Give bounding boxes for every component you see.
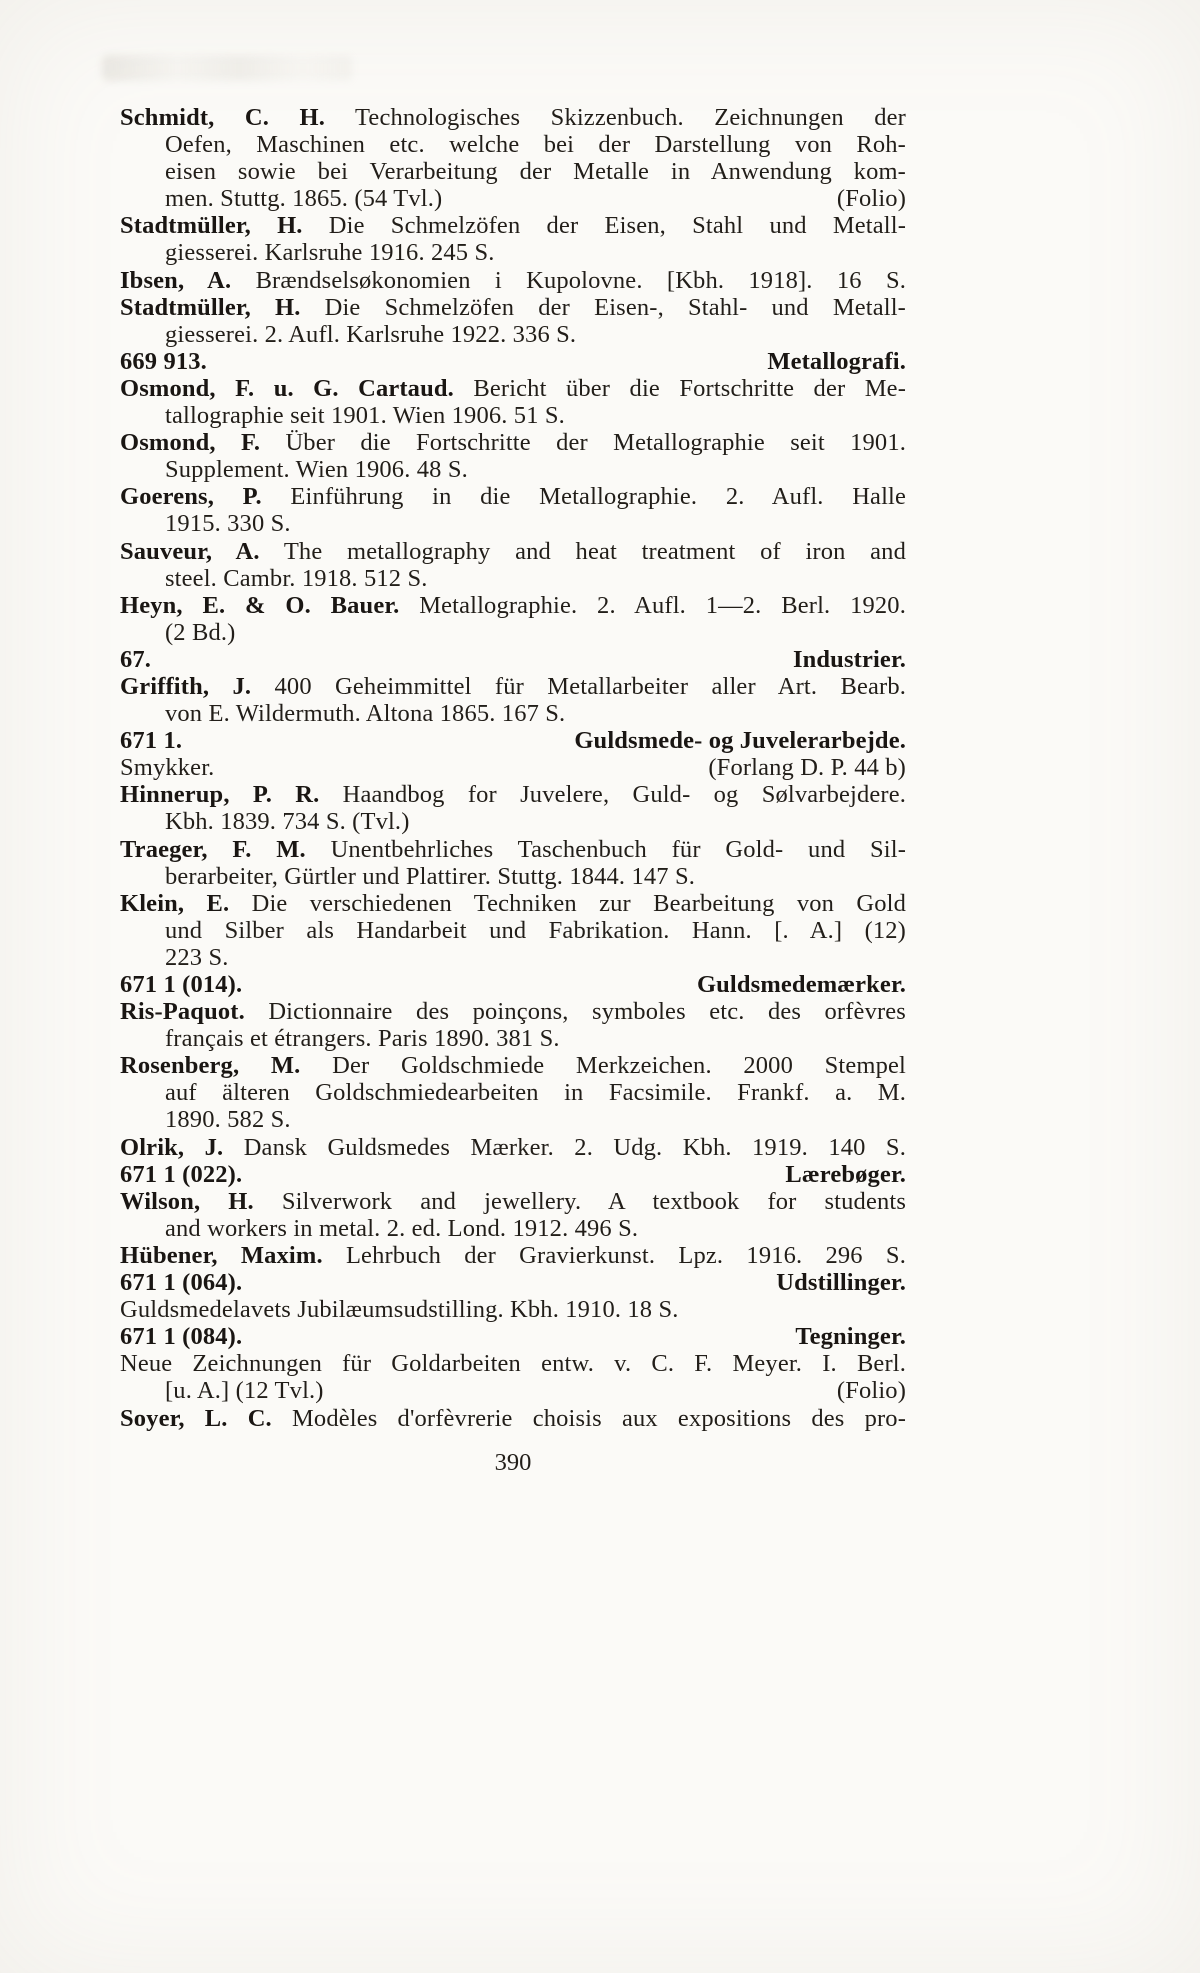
text-line <box>120 998 906 1025</box>
section-number: 67. <box>120 645 152 673</box>
text-line <box>120 1052 906 1079</box>
section-number: 671 1 (014). <box>120 971 243 998</box>
line-left <box>120 348 207 375</box>
line-left <box>120 646 151 673</box>
entry-text: Kbh. 1839. 734 S. (Tvl.) <box>165 808 410 836</box>
text-line <box>120 1079 906 1106</box>
entry-text: 400 Geheimmittel für Metallarbeiter aller Art. Bearb. <box>274 672 907 700</box>
text-line <box>120 700 906 727</box>
section-number: 669 913. <box>120 347 207 375</box>
margin-note: (Folio) <box>836 1377 906 1405</box>
text-line <box>120 673 906 700</box>
section-number: 671 1 (084). <box>120 1323 243 1351</box>
entry-text: Metallographie. 2. Aufl. 1—2. Berl. 1920. <box>419 591 906 619</box>
text-line <box>120 1377 906 1404</box>
text-line <box>120 321 906 348</box>
entry-text: men. Stuttg. 1865. (54 Tvl.) <box>165 185 443 213</box>
entry-text: Bericht über die Fortschritte der Me- <box>473 374 907 402</box>
text-line <box>120 429 906 456</box>
entry-text: [u. A.] (12 Tvl.) <box>165 1377 324 1405</box>
text-line <box>120 510 906 537</box>
entry-text: Lehrbuch der Gravierkunst. Lpz. 1916. 296 S. <box>345 1241 906 1269</box>
text-line <box>120 131 906 158</box>
entry-text: giesserei. Karlsruhe 1916. 245 S. <box>165 239 495 267</box>
entry-text: und Silber als Handarbeit und Fabrikation. Hann. [. A.] (12) <box>165 916 906 944</box>
section-number: 671 1. <box>120 727 183 755</box>
section-title: Lærebøger. <box>785 1160 906 1188</box>
text-line <box>120 267 906 294</box>
section-number: 671 1 (022). <box>120 1160 243 1188</box>
author-name: Goerens, P. <box>120 483 262 511</box>
text-line <box>120 836 906 863</box>
line-left <box>120 1323 242 1350</box>
entry-text: Technologisches Skizzenbuch. Zeichnungen der <box>355 104 906 131</box>
entry-text: 1915. 330 S. <box>165 510 291 538</box>
text-line <box>120 239 906 266</box>
section-heading-line <box>120 1323 906 1350</box>
entry-text: Brændselsøkonomien i Kupolovne. [Kbh. 1918]. 16 S. <box>255 266 906 294</box>
scan-artifact <box>102 55 352 81</box>
text-line <box>120 863 906 890</box>
text-line <box>120 781 906 808</box>
section-heading-line <box>120 727 906 754</box>
entry-text: and workers in metal. 2. ed. Lond. 1912. 496 S. <box>165 1214 639 1242</box>
author-name: Heyn, E. & O. Bauer. <box>120 591 400 619</box>
entry-text: Guldsmedelavets Jubilæumsudstilling. Kbh. 1910. 18 S. <box>120 1296 679 1324</box>
entry-text: giesserei. 2. Aufl. Karlsruhe 1922. 336 S. <box>165 320 577 348</box>
line-left <box>120 727 182 754</box>
author-name: Ibsen, A. <box>120 266 232 294</box>
text-line <box>120 565 906 592</box>
author-name: Wilson, H. <box>120 1187 254 1215</box>
text-line <box>120 808 906 835</box>
section-heading-line <box>120 971 906 998</box>
line-left <box>120 1161 242 1188</box>
entry-text: 223 S. <box>165 943 229 971</box>
text-line <box>120 1106 906 1133</box>
line-left <box>120 1269 242 1296</box>
text-line <box>120 483 906 510</box>
text-line <box>120 456 906 483</box>
entry-text: français et étrangers. Paris 1890. 381 S. <box>165 1025 560 1053</box>
text-line <box>120 754 906 781</box>
section-title: Udstillinger. <box>776 1269 906 1297</box>
text-line <box>120 1405 906 1432</box>
author-name: Schmidt, C. H. <box>120 104 325 131</box>
entry-text: steel. Cambr. 1918. 512 S. <box>165 564 428 592</box>
entry-text: Oefen, Maschinen etc. welche bei der Darstellung von Roh- <box>165 131 906 159</box>
author-name: Sauveur, A. <box>120 537 260 565</box>
text-line <box>120 1215 906 1242</box>
entry-text: Einführung in die Metallographie. 2. Aufl. Halle <box>290 483 907 511</box>
author-name: Soyer, L. C. <box>120 1404 272 1432</box>
entry-text: Über die Fortschritte der Metallographie seit 1901. <box>285 429 907 457</box>
entry-text: berarbeiter, Gürtler und Plattirer. Stuttg. 1844. 147 S. <box>165 862 695 890</box>
author-name: Klein, E. <box>120 889 230 917</box>
author-name: Stadtmüller, H. <box>120 212 303 240</box>
text-line <box>120 375 906 402</box>
author-name: Traeger, F. M. <box>120 835 306 863</box>
text-line <box>120 1296 906 1323</box>
section-title: Tegninger. <box>795 1323 906 1351</box>
text-line <box>120 158 906 185</box>
section-number: 671 1 (064). <box>120 1269 243 1297</box>
text-line <box>120 1025 906 1052</box>
page-number: 390 <box>494 1449 532 1476</box>
author-name: Osmond, F. <box>120 429 261 457</box>
section-heading-line <box>120 646 906 673</box>
text-line <box>120 538 906 565</box>
entry-text: Dictionnaire des poinçons, symboles etc. des orfèvres <box>268 998 906 1026</box>
line-left <box>120 754 214 781</box>
entry-text: Die Schmelzöfen der Eisen, Stahl und Metall- <box>328 212 906 240</box>
author-name: Rosenberg, M. <box>120 1052 301 1080</box>
entry-text: The metallography and heat treatment of iron and <box>283 537 906 565</box>
text-line <box>120 592 906 619</box>
section-heading-line <box>120 348 906 375</box>
author-name: Hinnerup, P. R. <box>120 781 320 809</box>
text-line <box>120 185 906 212</box>
entry-text: Smykker. <box>120 754 215 782</box>
text-line <box>120 1134 906 1161</box>
line-left <box>120 971 242 998</box>
entry-text: Der Goldschmiede Merkzeichen. 2000 Stempel <box>332 1052 906 1080</box>
entry-text: Die verschiedenen Techniken zur Bearbeitung von Gold <box>251 889 906 917</box>
text-line <box>120 104 906 131</box>
text-line <box>120 1188 906 1215</box>
section-heading-line <box>120 1269 906 1296</box>
author-name: Hübener, Maxim. <box>120 1241 323 1269</box>
section-title: Industrier. <box>792 645 906 673</box>
text-line <box>120 890 906 917</box>
bibliography-text <box>120 104 906 1432</box>
section-title: Guldsmede- og Juvelerarbejde. <box>574 727 906 755</box>
text-line <box>120 1242 906 1269</box>
entry-text: Modèles d'orfèvrerie choisis aux expositions des pro- <box>291 1404 907 1432</box>
author-name: Osmond, F. u. G. Cartaud. <box>120 374 454 402</box>
text-line <box>120 944 906 971</box>
section-heading-line <box>120 1161 906 1188</box>
entry-text: (2 Bd.) <box>165 618 236 646</box>
text-line <box>120 212 906 239</box>
author-name: Stadtmüller, H. <box>120 293 301 321</box>
entry-text: Neue Zeichnungen für Goldarbeiten entw. v. C. F. Meyer. I. Berl. <box>120 1350 906 1378</box>
text-line <box>120 294 906 321</box>
entry-text: Unentbehrliches Taschenbuch für Gold- und Sil- <box>330 835 907 863</box>
line-left <box>165 1377 324 1404</box>
author-name: Olrik, J. <box>120 1133 224 1161</box>
entry-text: auf älteren Goldschmiedearbeiten in Facsimile. Frankf. a. M. <box>165 1079 906 1107</box>
margin-note: (Folio) <box>836 185 906 213</box>
entry-text: eisen sowie bei Verarbeitung der Metalle in Anwendung kom- <box>165 158 906 186</box>
line-left <box>165 185 442 212</box>
section-title: Guldsmedemærker. <box>696 971 906 998</box>
margin-note: (Forlang D. P. 44 b) <box>708 754 906 782</box>
entry-text: Dansk Guldsmedes Mærker. 2. Udg. Kbh. 1919. 140 S. <box>243 1133 906 1161</box>
author-name: Griffith, J. <box>120 672 252 700</box>
section-title: Metallografi. <box>767 347 906 375</box>
text-line <box>120 917 906 944</box>
text-line <box>120 619 906 646</box>
entry-text: Haandbog for Juvelere, Guld- og Sølvarbejdere. <box>342 781 907 809</box>
entry-text: Silverwork and jewellery. A textbook for students <box>281 1187 907 1215</box>
entry-text: 1890. 582 S. <box>165 1106 291 1134</box>
entry-text: Die Schmelzöfen der Eisen-, Stahl- und Metall- <box>324 293 906 321</box>
text-line <box>120 1350 906 1377</box>
entry-text: tallographie seit 1901. Wien 1906. 51 S. <box>165 402 565 430</box>
text-line <box>120 402 906 429</box>
author-name: Ris-Paquot. <box>120 998 245 1026</box>
entry-text: Supplement. Wien 1906. 48 S. <box>165 456 468 484</box>
entry-text: von E. Wildermuth. Altona 1865. 167 S. <box>165 700 566 728</box>
